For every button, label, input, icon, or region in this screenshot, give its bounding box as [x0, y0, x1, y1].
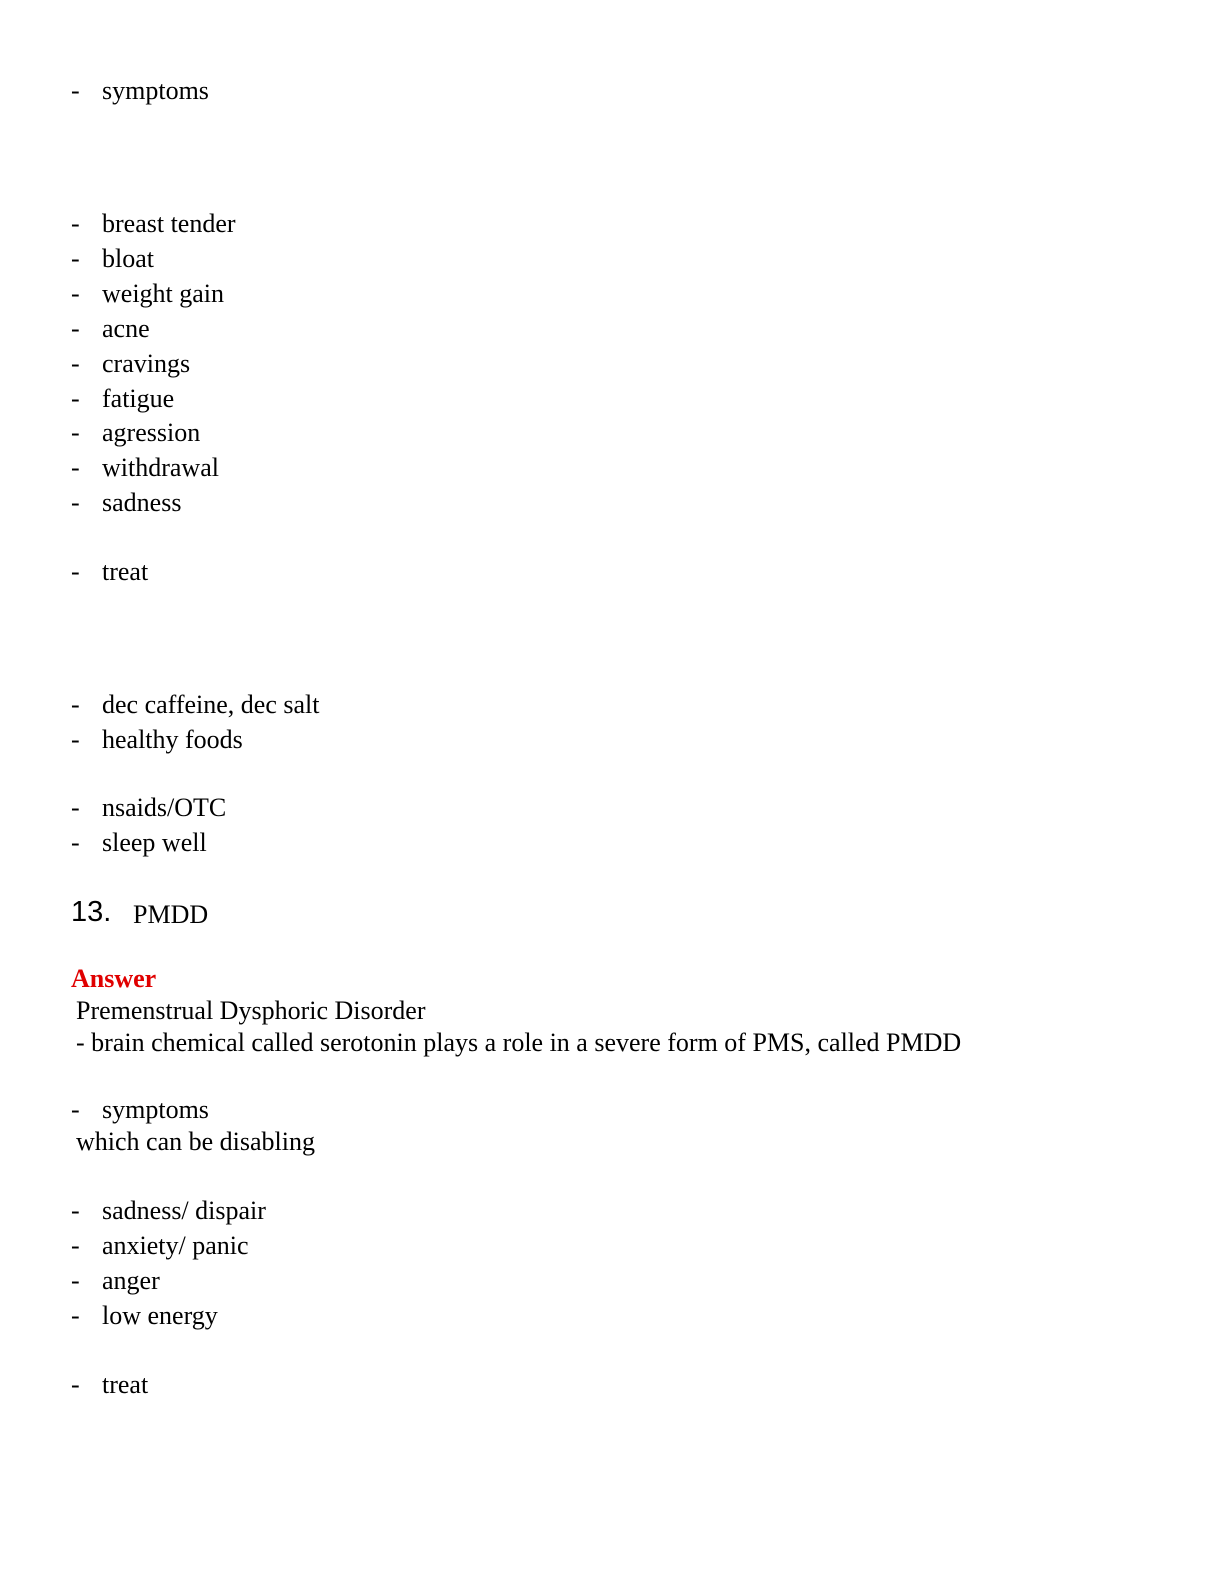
- list-item-text: acne: [102, 314, 150, 343]
- list-item-text: bloat: [102, 244, 154, 273]
- list-item-text: anxiety/ panic: [102, 1231, 249, 1260]
- bullet-dash: -: [71, 76, 80, 105]
- list-item-text: sadness: [102, 488, 182, 517]
- bullet-dash: -: [71, 1370, 80, 1399]
- bullet-dash: -: [71, 314, 80, 343]
- list-item-text: nsaids/OTC: [102, 793, 227, 822]
- list-item-text: sadness/ dispair: [102, 1196, 266, 1225]
- bullet-dash: -: [71, 1196, 80, 1225]
- bullet-dash: -: [71, 1095, 80, 1124]
- answer-label: Answer: [71, 964, 157, 993]
- bullet-dash: -: [71, 1301, 80, 1330]
- question-text: PMDD: [133, 900, 209, 929]
- bullet-dash: -: [71, 279, 80, 308]
- bullet-dash: -: [71, 209, 80, 238]
- bullet-dash: -: [71, 828, 80, 857]
- bullet-dash: -: [71, 349, 80, 378]
- question-number: 13.: [71, 896, 112, 928]
- bullet-dash: -: [71, 557, 80, 586]
- bullet-dash: -: [71, 418, 80, 447]
- bullet-dash: -: [71, 384, 80, 413]
- treat-heading: treat: [102, 557, 149, 586]
- list-item-text: withdrawal: [102, 453, 219, 482]
- bullet-dash: -: [71, 244, 80, 273]
- symptoms-heading: symptoms: [102, 1095, 209, 1124]
- bullet-dash: -: [71, 725, 80, 754]
- list-item-text: anger: [102, 1266, 160, 1295]
- list-item-text: healthy foods: [102, 725, 243, 754]
- treat-heading: treat: [102, 1370, 149, 1399]
- symptoms-note: which can be disabling: [76, 1127, 315, 1156]
- bullet-dash: -: [71, 690, 80, 719]
- list-item-text: weight gain: [102, 279, 225, 308]
- list-item-text: sleep well: [102, 828, 207, 857]
- answer-line: - brain chemical called serotonin plays a role in a severe form of PMS, called PMDD: [76, 1028, 962, 1057]
- list-item-text: agression: [102, 418, 201, 447]
- list-item-text: low energy: [102, 1301, 218, 1330]
- list-item-text: cravings: [102, 349, 191, 378]
- answer-line: Premenstrual Dysphoric Disorder: [76, 996, 426, 1025]
- bullet-dash: -: [71, 793, 80, 822]
- list-item-text: fatigue: [102, 384, 175, 413]
- bullet-dash: -: [71, 488, 80, 517]
- list-item-text: breast tender: [102, 209, 236, 238]
- bullet-dash: -: [71, 1231, 80, 1260]
- bullet-dash: -: [71, 453, 80, 482]
- list-item-text: dec caffeine, dec salt: [102, 690, 320, 719]
- bullet-dash: -: [71, 1266, 80, 1295]
- symptoms-heading: symptoms: [102, 76, 209, 105]
